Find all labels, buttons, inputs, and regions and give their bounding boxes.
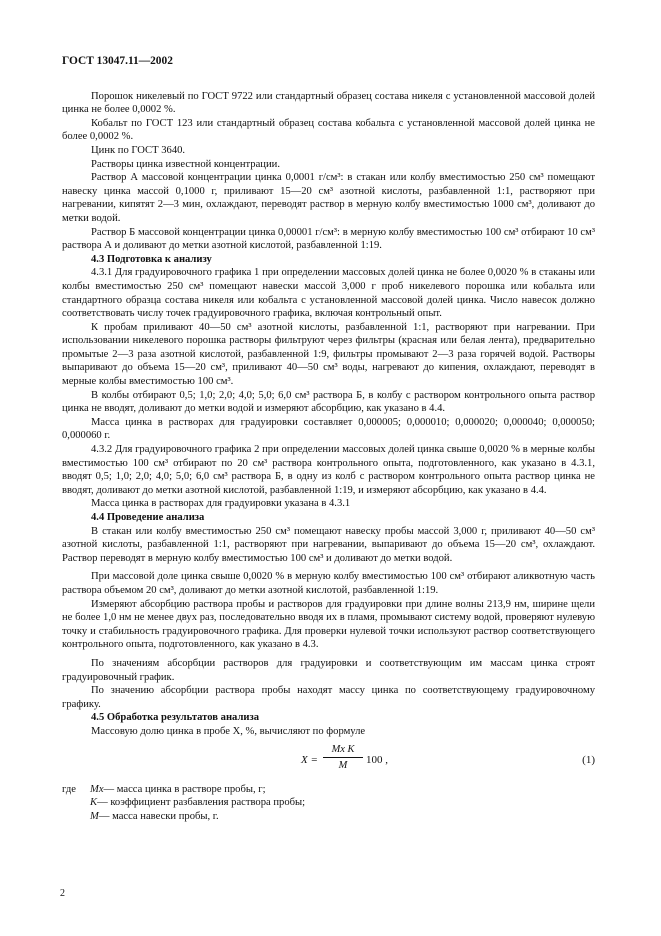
paragraph: Масса цинка в растворах для градуировки указана в 4.3.1	[91, 498, 351, 510]
paragraph: 4.3.1 Для градуировочного графика 1 при определении массовых долей цинка не более 0,0020 % в стаканы или колбы вместимостью 250 см³ помещают навески массой 3,000 г проб никелевого порошка или кобальта или стандартного образца состава никеля или кобальта с установленной массовой долей цинка. Число навесок должно соответствовать числу точек градуировочного графика, включая контрольный опыт.	[62, 267, 595, 320]
formula-lhs: X =	[301, 753, 318, 766]
legend-row	[62, 796, 595, 810]
formula-multiplier: 100 ,	[366, 753, 388, 766]
document-header: ГОСТ 13047.11—2002	[62, 55, 173, 67]
formula-numerator: Mx K	[323, 743, 363, 759]
formula-legend	[62, 783, 595, 824]
paragraph: Растворы цинка известной концентрации.	[91, 158, 280, 170]
paragraph: При массовой доле цинка свыше 0,0020 % в мерную колбу вместимостью 100 см³ отбирают аликвотную часть раствора объемом 20 см³, доливают до метки азотной кислотой, разбавленной 1:19.	[62, 571, 595, 596]
formula	[62, 743, 595, 779]
paragraph: Порошок никелевый по ГОСТ 9722 или стандартный образец состава никеля с установленной массовой долей цинка не более 0,0002 %.	[62, 90, 595, 116]
legend-lead	[62, 796, 90, 810]
paragraph: По значениям абсорбции растворов для градуировки и соответствующим им массам цинка строят градуировочный график.	[62, 657, 595, 683]
legend-lead	[62, 810, 90, 824]
paragraph: Раствор А массовой концентрации цинка 0,0001 г/см³: в стакан или колбу вместимостью 250 см³ помещают навеску цинка массой 0,1000 г, приливают 15—20 см³ азотной кислоты, разбавленной 1:1, растворяют при нагревании, кипятят 2—3 мин, охлаждают, переводят раствор в мерную колбу вместимостью 1000 см³, доливают до метки водой.	[62, 172, 595, 224]
page-number: 2	[60, 888, 65, 899]
legend-row	[62, 783, 595, 797]
paragraph: Масса цинка в растворах для градуировки составляет 0,000005; 0,000010; 0,000020; 0,000040; 0,000050; 0,000060 г.	[62, 416, 595, 442]
legend-lead: где	[62, 783, 76, 795]
paragraph: Кобальт по ГОСТ 123 или стандартный образец состава кобальта с установленной массовой долей цинка не более 0,0002 %.	[62, 117, 595, 143]
paragraph: По значению абсорбции раствора пробы находят массу цинка по соответствующему градуировочному графику.	[62, 685, 595, 710]
legend-symbol: M	[90, 810, 99, 822]
formula-number: (1)	[582, 753, 595, 766]
formula-fraction	[323, 743, 363, 773]
paragraph: В стакан или колбу вместимостью 250 см³ помещают навеску пробы массой 3,000 г, приливают 40—50 см³ азотной кислоты, разбавленной 1:1, растворяют при нагревании, выпаривают до объема 15—20 см³, охлаждают. Раствор переводят в мерную колбу вместимостью 100 см³ и доливают до метки водой.	[62, 525, 595, 564]
paragraph: Измеряют абсорбцию раствора пробы и растворов для градуировки при длине волны 213,9 нм, ширине щели не более 1,0 нм не менее двух раз, последовательно вводя их в пламя, промывают систему водой, проверяют нулевую точку и стабильность градуировочного графика. Для проверки нулевой точки используют раствор соответствующего контрольного опыта, подготовленного, как указано в 4.3.	[62, 598, 595, 651]
legend-symbol: K	[90, 797, 98, 809]
paragraph: 4.3.2 Для градуировочного графика 2 при определении массовых долей цинка свыше 0,0020 % в мерные колбы вместимостью 100 см³ отбирают по 20 см³ раствора контрольного опыта, подготовленного, как указано в 4.3.1, вводят 0,5; 1,0; 2,0; 4,0; 5,0; 6,0 см³ раствора Б, в одну из колб с раствором контрольного опыта раствор цинка не вводят, доливают до метки азотной кислотой, разбавленной 1:19, и измеряют абсорбцию, как указано в 4.4.	[62, 444, 595, 496]
paragraph: Цинк по ГОСТ 3640.	[91, 144, 186, 156]
paragraph: Раствор Б массовой концентрации цинка 0,00001 г/см³: в мерную колбу вместимостью 100 см³ отбирают 10 см³ раствора А и доливают до метки азотной кислотой, разбавленной 1:19.	[62, 226, 595, 252]
formula-denominator: M	[338, 760, 348, 772]
section-heading-4-4: 4.4 Проведение анализа	[91, 512, 205, 523]
legend-text: — масса навески пробы, г.	[98, 810, 219, 822]
legend-text: — масса цинка в растворе пробы, г;	[103, 783, 266, 795]
paragraph: К пробам приливают 40—50 см³ азотной кислоты, разбавленной 1:1, растворяют при нагревании. При использовании никелевого порошка растворы фильтруют через фильтры (красная или белая лента), предварительно промытые 2—3 раза азотной кислотой, разбавленной 1:9, фильтры промывают 2—3 раза горячей водой. Растворы выпаривают до объема 15—20 см³, приливают 40—50 см³ воды, нагревают до кипения, охлаждают, переводят в мерные колбы вместимостью 100 см³.	[62, 321, 595, 388]
legend-row	[62, 810, 595, 824]
legend-text: — коэффициент разбавления раствора пробы;	[97, 797, 306, 809]
formula-intro: Массовую долю цинка в пробе X, %, вычисляют по формуле	[91, 725, 366, 737]
section-heading-4-3: 4.3 Подготовка к анализу	[91, 253, 212, 265]
section-heading-4-5: 4.5 Обработка результатов анализа	[91, 712, 260, 724]
legend-symbol: Mx	[90, 783, 104, 795]
paragraph: В колбы отбирают 0,5; 1,0; 2,0; 4,0; 5,0; 6,0 см³ раствора Б, в колбу с раствором контрольного опыта раствор цинка не вводят, доливают до метки водой и измеряют абсорбцию, как указано в 4.4.	[62, 389, 595, 415]
